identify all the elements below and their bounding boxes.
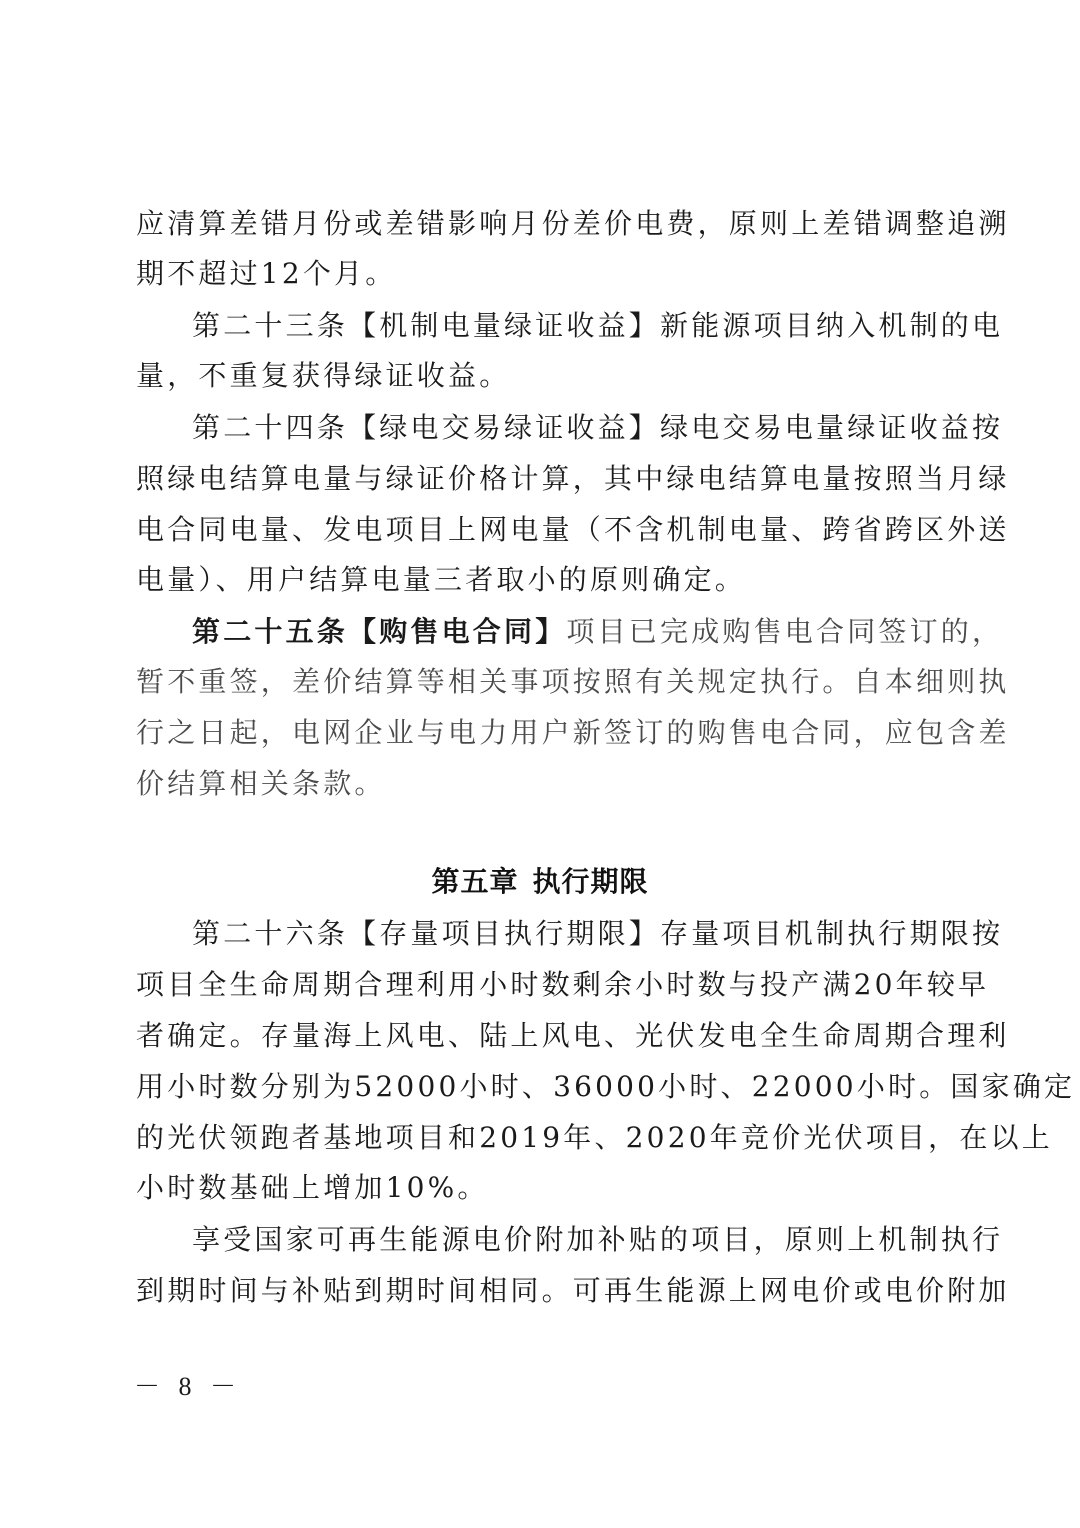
- article-25-line: 暂不重签，差价结算等相关事项按照有关规定执行。自本细则执: [136, 665, 1010, 698]
- chapter-heading: [0, 864, 1080, 900]
- paragraph-line: 应清算差错月份或差错影响月份差价电费，原则上差错调整追溯: [136, 207, 1010, 240]
- article-26-line: 项目全生命周期合理利用小时数剩余小时数与投产满20年较早: [136, 968, 990, 1001]
- article-26-line: 的光伏领跑者基地项目和2019年、2020年竞价光伏项目，在以上: [136, 1121, 1053, 1154]
- paragraph-line: 期不超过12个月。: [136, 257, 397, 290]
- article-26-line: 第二十六条【存量项目执行期限】存量项目机制执行期限按: [192, 917, 1004, 950]
- article-24-line: 照绿电结算电量与绿证价格计算，其中绿电结算电量按照当月绿: [136, 462, 1010, 495]
- article-24-line: 第二十四条【绿电交易绿证收益】绿电交易电量绿证收益按: [192, 411, 1004, 444]
- article-25-text: 项目已完成购售电合同签订的，: [566, 615, 1004, 648]
- article-25-line: 行之日起，电网企业与电力用户新签订的购售电合同，应包含差: [136, 716, 1010, 749]
- article-25-line: 价结算相关条款。: [136, 767, 386, 800]
- page-number: － 8 －: [134, 1372, 243, 1401]
- chapter-number: 第五章: [431, 865, 519, 898]
- subsidy-paragraph-line: 享受国家可再生能源电价附加补贴的项目，原则上机制执行: [192, 1223, 1004, 1256]
- article-23-line: 第二十三条【机制电量绿证收益】新能源项目纳入机制的电: [192, 309, 1004, 342]
- article-25-lead: 第二十五条【购售电合同】: [192, 615, 567, 648]
- article-26-line: 者确定。存量海上风电、陆上风电、光伏发电全生命周期合理利: [136, 1019, 1010, 1052]
- article-25-line: [192, 614, 1004, 650]
- article-23-line: 量，不重复获得绿证收益。: [136, 359, 511, 392]
- subsidy-paragraph-line: 到期时间与补贴到期时间相同。可再生能源上网电价或电价附加: [136, 1274, 1010, 1307]
- article-24-line: 电量）、用户结算电量三者取小的原则确定。: [136, 563, 747, 596]
- article-26-line: 用小时数分别为52000小时、36000小时、22000小时。国家确定: [136, 1070, 1076, 1103]
- article-24-line: 电合同电量、发电项目上网电量（不含机制电量、跨省跨区外送: [136, 513, 1010, 546]
- article-26-line: 小时数基础上增加10%。: [136, 1171, 489, 1204]
- chapter-title: 执行期限: [532, 865, 649, 898]
